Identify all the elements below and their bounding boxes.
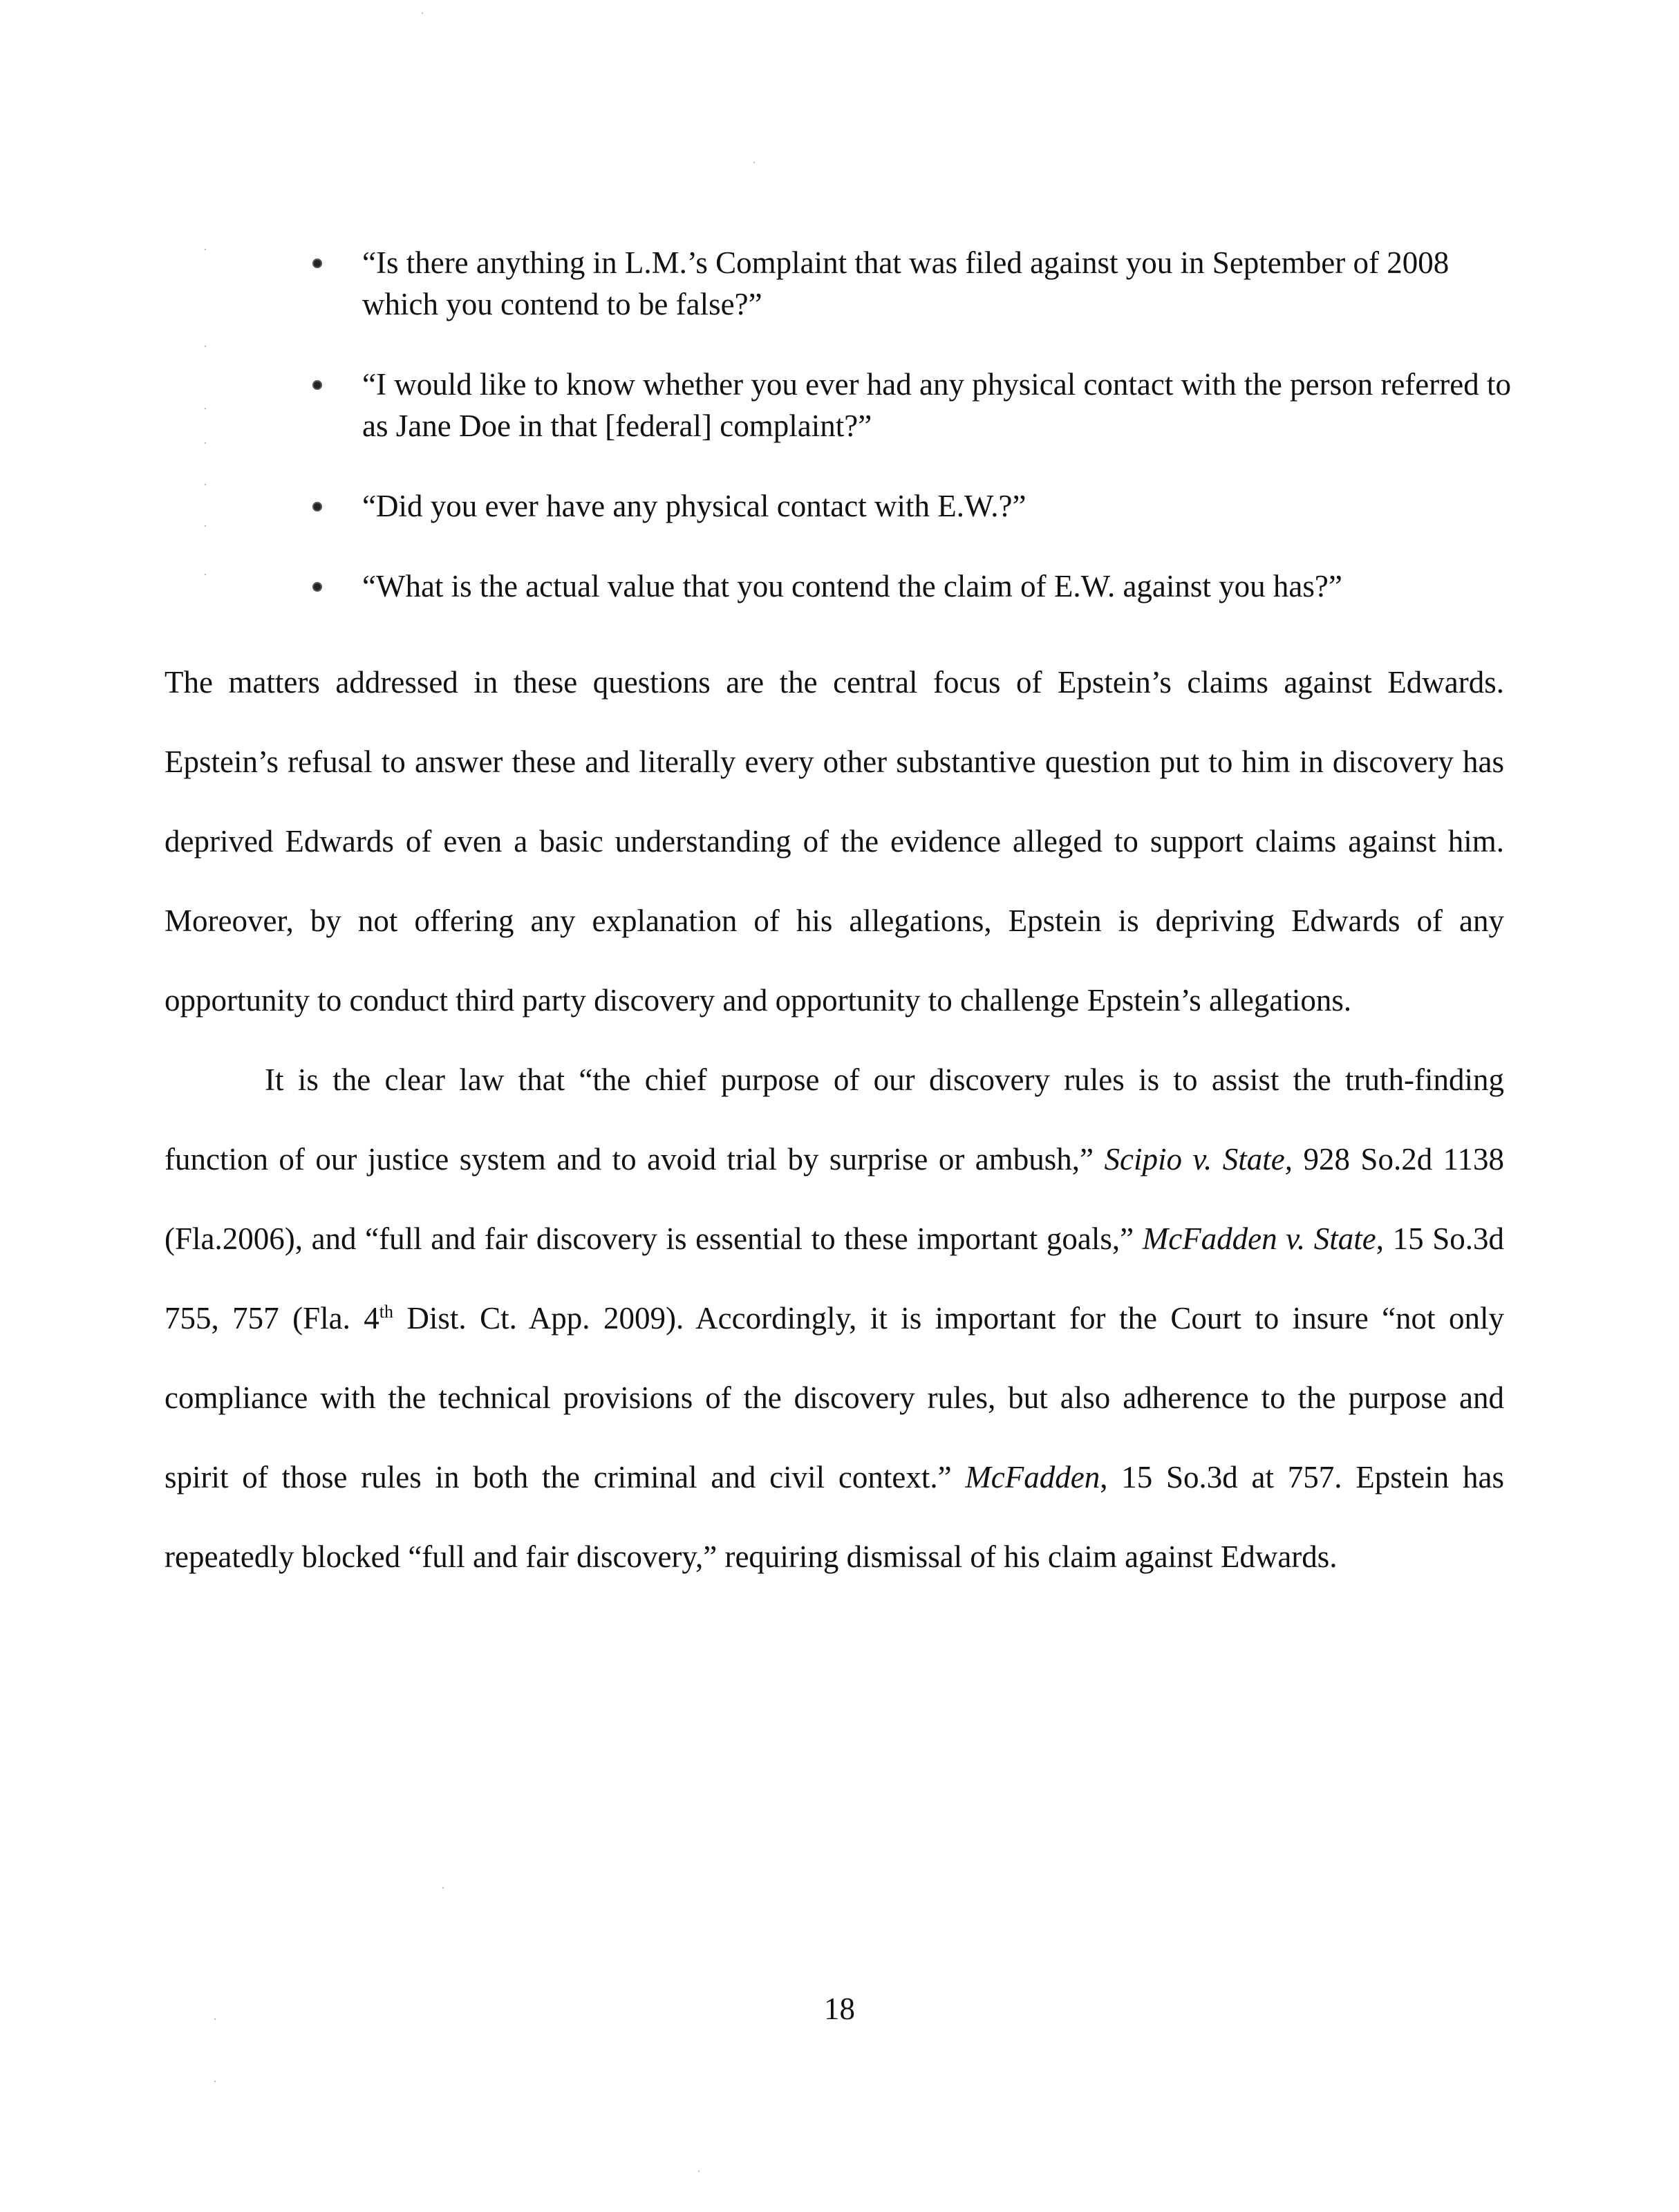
list-item [300,242,1530,325]
list-item [300,364,1530,447]
bullet-text: “What is the actual value that you contend the claim of E.W. against you has?” [362,569,1342,603]
page-number: 18 [824,1991,855,2026]
scan-speck [753,162,755,163]
body-text [165,643,1504,1597]
paragraph-text: Dist. Ct. App. 2009). Accordingly, it is important for the Court to insure “not only compliance with the technical provisions of the discovery rules, but also adherence to the purpose and spirit of those rules in both the criminal and civil context.” [165,1301,1504,1494]
scan-speck [205,484,206,485]
scan-speck [205,525,206,527]
bullet-text: “I would like to know whether you ever had any physical contact with the person referred to as Jane Doe in that [federal] complaint?” [362,367,1511,443]
quoted-questions-list [300,242,1530,646]
paragraph-matters-addressed: The matters addressed in these questions are the central focus of Epstein’s claims against Edwards. Epstein’s refusal to answer these and literally every other substantive question put to him in discovery has deprived Edwards of even a basic understanding of the evidence alleged to support claims against him. Moreover, by not offering any explanation of his allegations, Epstein is depriving Edwards of any opportunity to conduct third party discovery and opportunity to challenge Epstein’s allegations. [165,665,1504,1018]
paragraph-text: , 15 So.3d 755, 757 (Fla. 4 [165,1221,1505,1335]
scan-speck [698,2171,700,2172]
scan-speck [205,249,206,250]
bullet-text: “Did you ever have any physical contact with E.W.?” [362,489,1026,523]
case-citation: McFadden [965,1460,1100,1494]
bullet-text: “Is there anything in L.M.’s Complaint that was filed against you in September of 2008 which you contend to be false?” [362,245,1450,321]
scan-speck [205,346,206,347]
scan-speck [442,1887,444,1888]
bullet-icon [312,380,322,390]
paragraph-text: 928 So.2d 1138 (Fla.2006), and “full and fair discovery is essential to these important goals,” [165,1142,1504,1256]
list-item [300,485,1530,527]
bullet-icon [312,259,322,268]
ordinal-suffix: th [379,1302,393,1322]
scan-speck [214,2081,216,2082]
paragraph-clear-law [165,1040,1504,1597]
bullet-icon [312,502,322,512]
case-citation: McFadden v. State [1142,1221,1376,1256]
paragraph-text: It is the clear law that “the chief purpose of our discovery rules is to assist the truth-finding function of our justice system and to avoid trial by surprise or ambush,” [165,1062,1504,1177]
scan-speck [422,12,423,14]
scan-speck [205,574,206,575]
bullet-icon [312,582,322,592]
list-item [300,565,1530,607]
scan-speck [205,408,206,409]
paragraph-text: , 15 So.3d at 757. Epstein has repeatedly blocked “full and fair discovery,” requiring dismissal of his claim against Edwards. [165,1460,1504,1574]
case-citation: Scipio v. State, [1104,1142,1293,1177]
scan-speck [205,442,206,444]
